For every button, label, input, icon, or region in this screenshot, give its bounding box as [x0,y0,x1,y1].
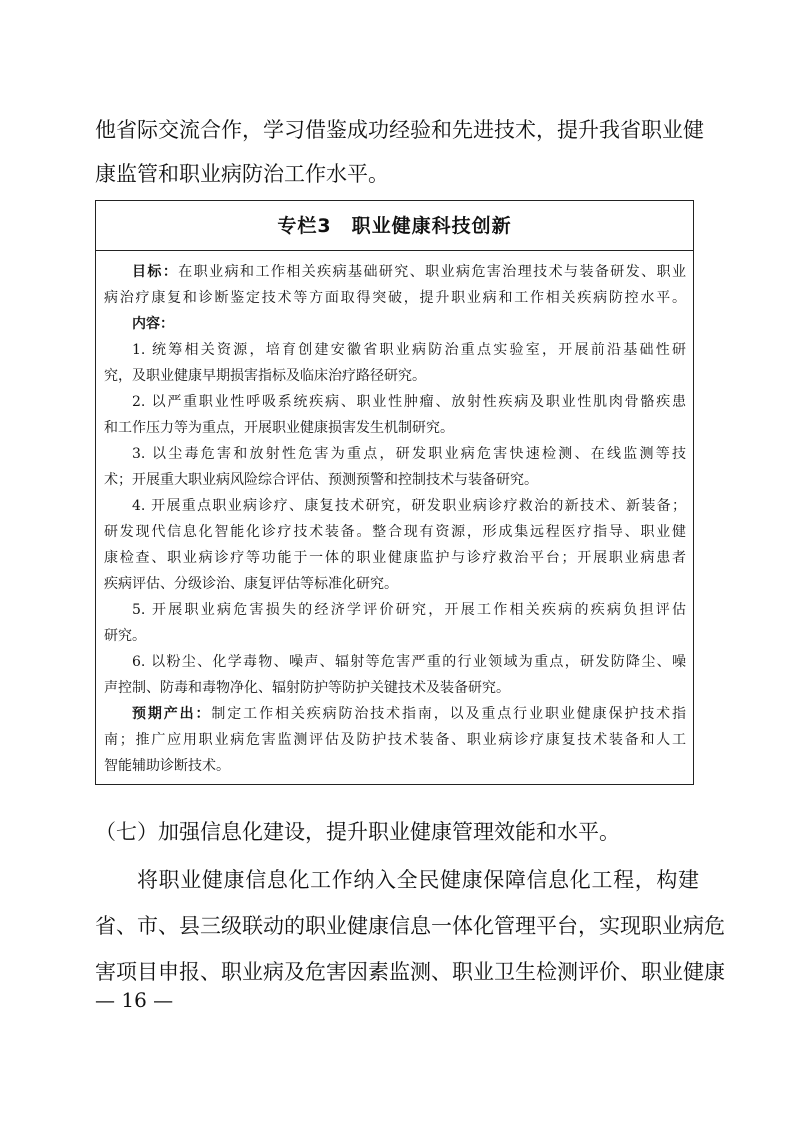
item-3-line-1: 3. 以尘毒危害和放射性危害为重点，研发职业病危害快速检测、在线监测等技 [132,446,686,462]
goal-label: 目标： [132,264,179,280]
output-label: 预期产出： [132,706,212,722]
content-label: 内容： [132,316,174,332]
output-text-1: 制定工作相关疾病防治技术指南，以及重点行业职业健康保护技术指 [211,706,687,722]
intro-line-2: 康监管和职业病防治工作水平。 [95,162,389,186]
item-6-line-2: 声控制、防毒和毒物净化、辐射防护等防护关键技术及装备研究。 [104,680,510,696]
item-4-line-3: 康检查、职业病诊疗等功能于一体的职业健康监护与诊疗救治平台；开展职业病患者 [104,550,686,566]
item-6-line-1: 6. 以粉尘、化学毒物、噪声、辐射等危害严重的行业领域为重点，研发防降尘、噪 [132,654,686,670]
item-5-line-1: 5. 开展职业病危害损失的经济学评价研究，开展工作相关疾病的疾病负担评估 [132,602,686,618]
intro-line-1: 他省际交流合作，学习借鉴成功经验和先进技术，提升我省职业健 [95,118,704,142]
section-line-2: 省、市、县三级联动的职业健康信息一体化管理平台，实现职业病危 [95,914,725,938]
item-1-line-1: 1. 统筹相关资源，培育创建安徽省职业病防治重点实验室，开展前沿基础性研 [132,342,686,358]
output-line-2: 南；推广应用职业病危害监测评估及防护技术装备、职业病诊疗康复技术装备和人工 [104,732,686,748]
output-line-1 [104,701,686,727]
section-heading: （七）加强信息化建设，提升职业健康管理效能和水平。 [95,820,620,844]
item-4-line-1: 4. 开展重点职业病诊疗、康复技术研究，研发职业病诊疗救治的新技术、新装备； [132,498,686,514]
item-2-line-1: 2. 以严重职业性呼吸系统疾病、职业性肿瘤、放射性疾病及职业性肌肉骨骼疾患 [132,394,686,410]
section-line-3: 害项目申报、职业病及危害因素监测、职业卫生检测评价、职业健康 [95,960,725,984]
feature-box [95,200,694,785]
item-1-line-2: 究，及职业健康早期损害指标及临床治疗路径研究。 [104,368,426,384]
item-4-line-2: 研发现代信息化智能化诊疗技术装备。整合现有资源，形成集远程医疗指导、职业健 [104,524,686,540]
section-line-1: 将职业健康信息化工作纳入全民健康保障信息化工程，构建 [137,868,699,892]
goal-text-1: 在职业病和工作相关疾病基础研究、职业病危害治理技术与装备研发、职业 [178,264,687,280]
box-goal-line-1 [104,259,686,285]
item-4-line-4: 疾病评估、分级诊治、康复评估等标准化研究。 [104,576,398,592]
box-goal-line-2: 病治疗康复和诊断鉴定技术等方面取得突破，提升职业病和工作相关疾病防控水平。 [104,290,686,306]
box-title: 专栏3 职业健康科技创新 [96,201,693,251]
item-5-line-2: 研究。 [104,628,146,644]
item-2-line-2: 和工作压力等为重点，开展职业健康损害发生机制研究。 [104,420,454,436]
page-number: — 16 — [95,988,174,1012]
item-3-line-2: 术；开展重大职业病风险综合评估、预测预警和控制技术与装备研究。 [104,472,538,488]
output-line-3: 智能辅助诊断技术。 [104,758,230,774]
